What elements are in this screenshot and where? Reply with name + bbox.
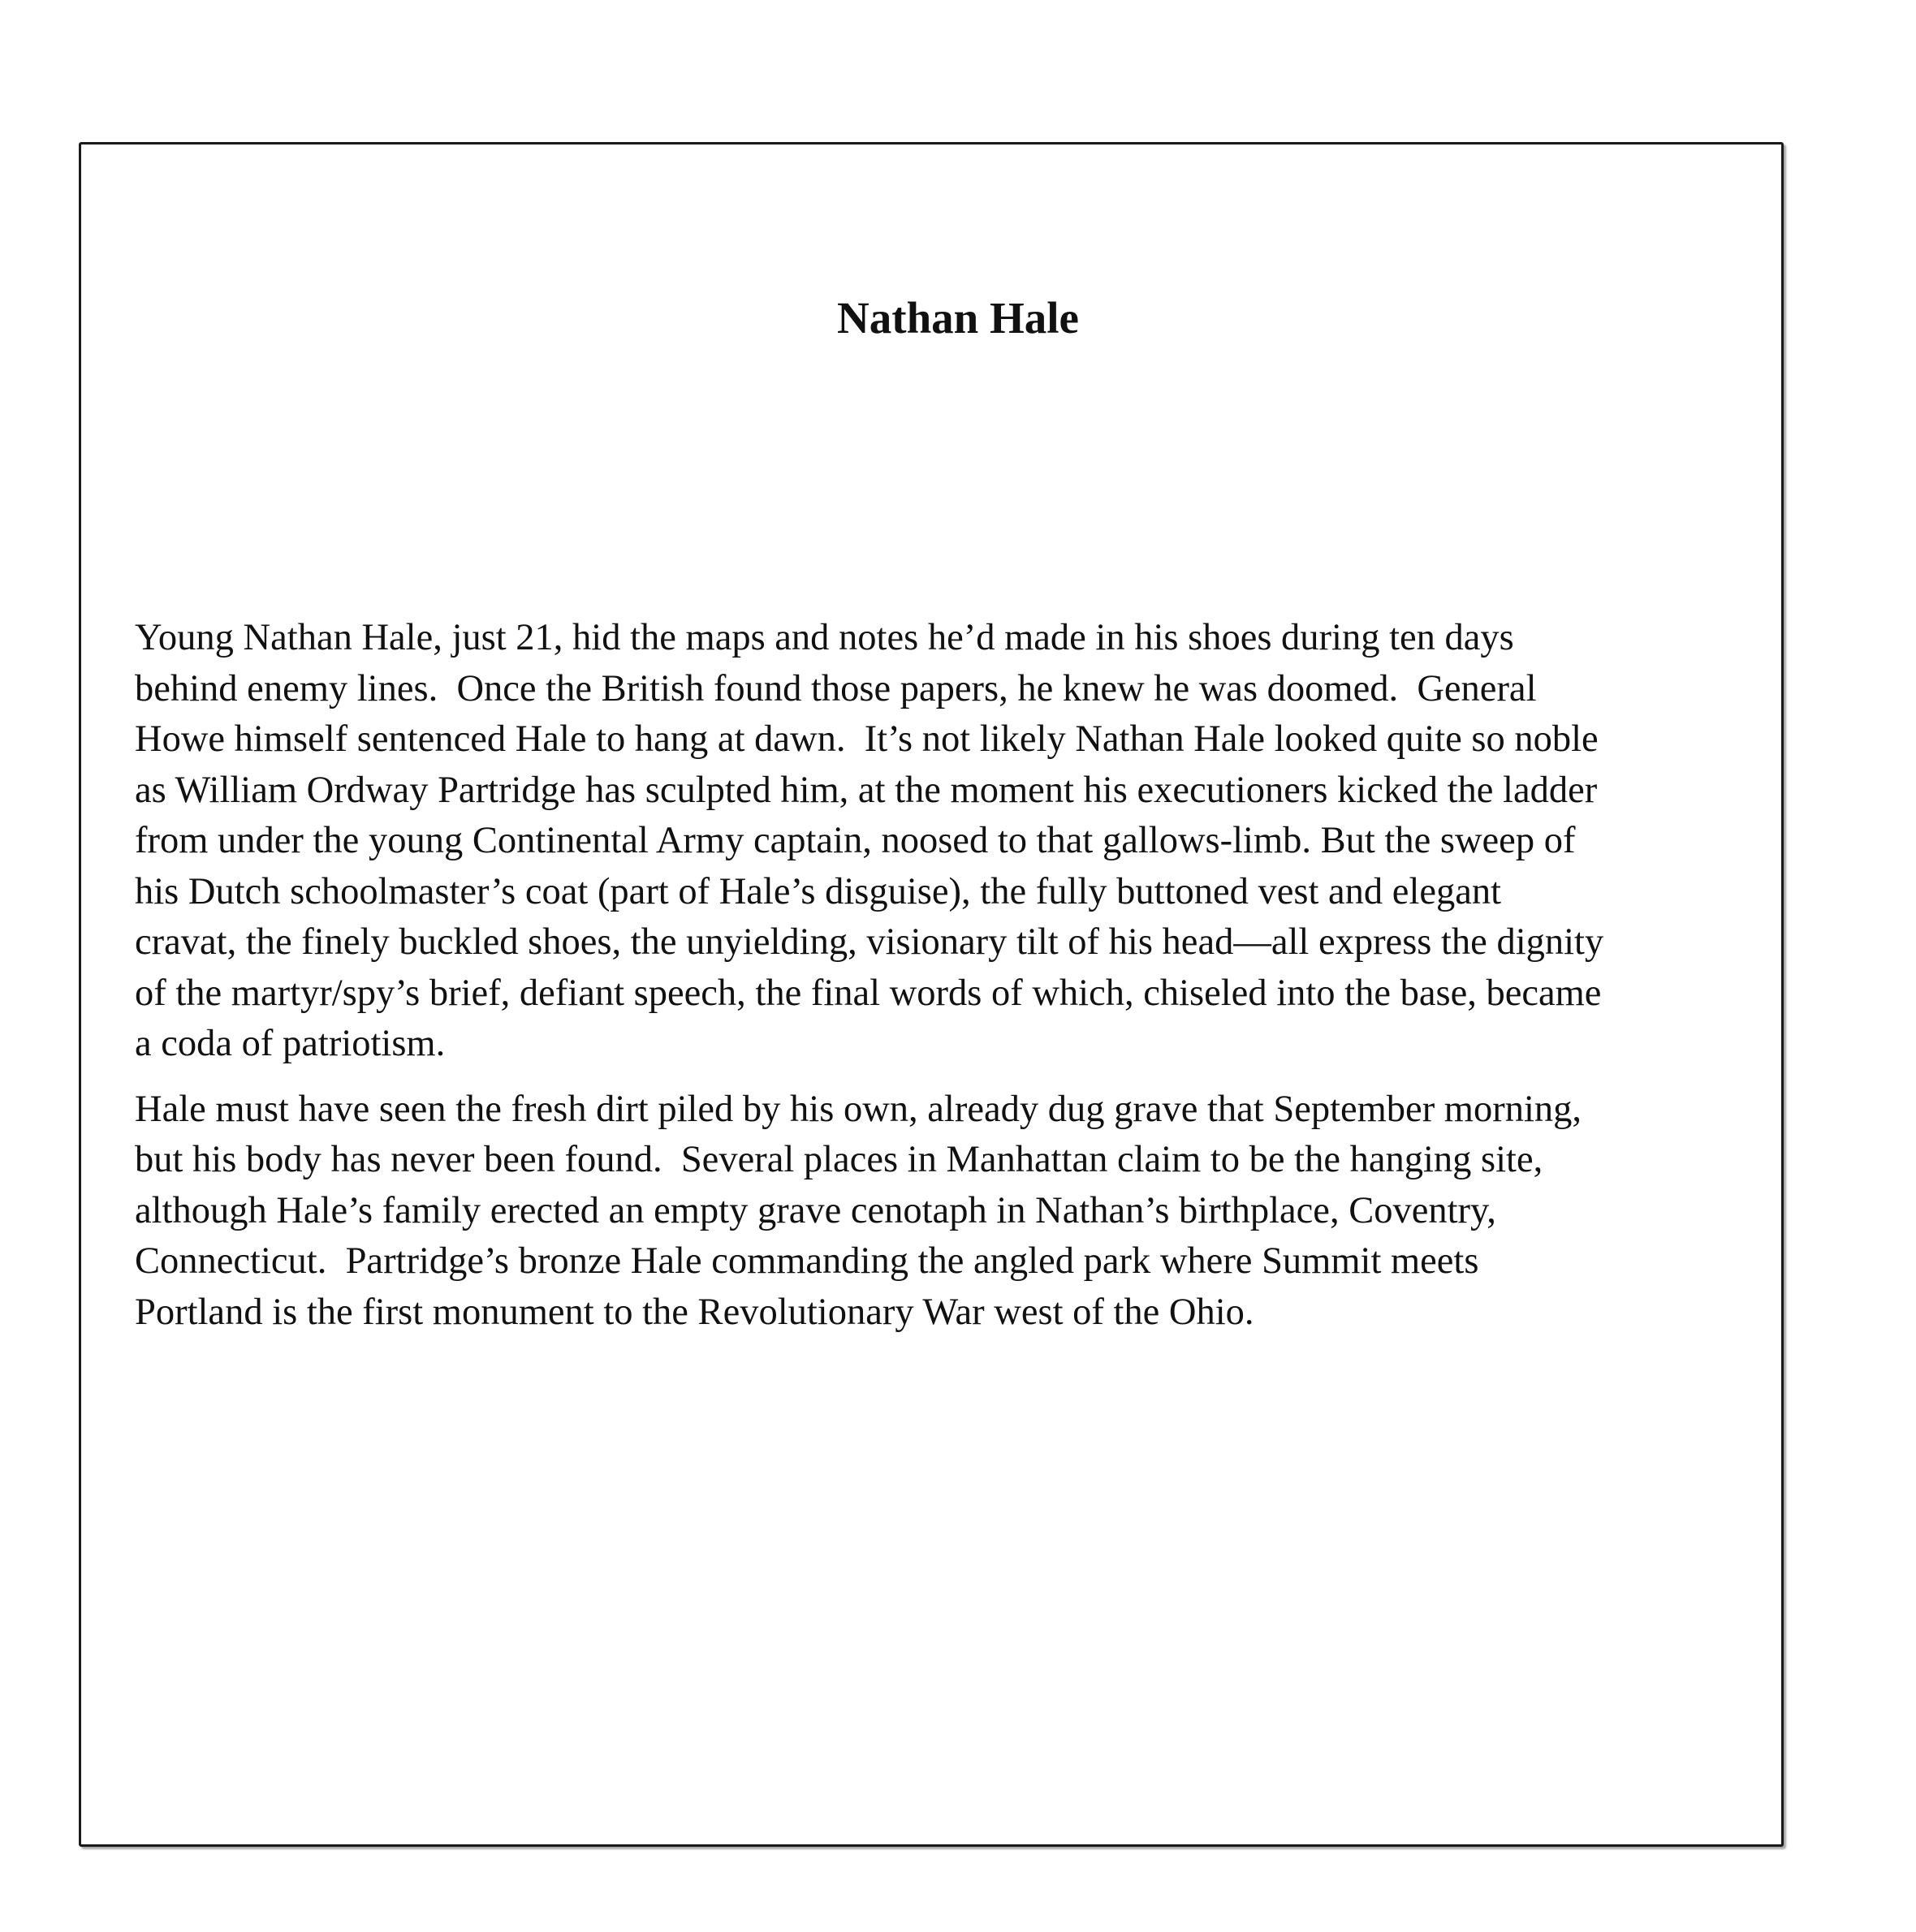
- paragraph-spacer: [135, 1070, 1738, 1085]
- text-line: although Hale’s family erected an empty grave cenotaph in Nathan’s birthplace, Coventry,: [135, 1189, 1496, 1231]
- text-line: cravat, the finely buckled shoes, the unyielding, visionary tilt of his head—all express the dignity: [135, 921, 1604, 963]
- text-line: his Dutch schoolmaster’s coat (part of Hale’s disguise), the fully buttoned vest and elegant: [135, 870, 1502, 912]
- text-line: from under the young Continental Army captain, noosed to that gallows-limb. But the sweep of: [135, 820, 1576, 861]
- text-line: as William Ordway Partridge has sculpted him, at the moment his executioners kicked the ladder: [135, 769, 1598, 811]
- text-line: but his body has never been found. Several places in Manhattan claim to be the hanging site,: [135, 1139, 1543, 1180]
- text-line: Portland is the first monument to the Revolutionary War west of the Ohio.: [135, 1291, 1254, 1333]
- text-line: Howe himself sentenced Hale to hang at dawn. It’s not likely Nathan Hale looked quite so noble: [135, 718, 1599, 760]
- text-line: Young Nathan Hale, just 21, hid the maps and notes he’d made in his shoes during ten days: [135, 617, 1514, 658]
- text-line: of the martyr/spy’s brief, defiant speech, the final words of which, chiseled into the base, became: [135, 972, 1602, 1014]
- text-line: Hale must have seen the fresh dirt piled by his own, already dug grave that September morning,: [135, 1088, 1582, 1130]
- paragraph-2: [135, 1085, 1738, 1339]
- text-line: behind enemy lines. Once the British found those papers, he knew he was doomed. General: [135, 667, 1537, 709]
- page-title: Nathan Hale: [837, 293, 1079, 343]
- text-line: Connecticut. Partridge’s bronze Hale commanding the angled park where Summit meets: [135, 1240, 1479, 1282]
- text-line: a coda of patriotism.: [135, 1023, 446, 1064]
- body-text: [135, 613, 1738, 1338]
- paragraph-1: [135, 613, 1738, 1070]
